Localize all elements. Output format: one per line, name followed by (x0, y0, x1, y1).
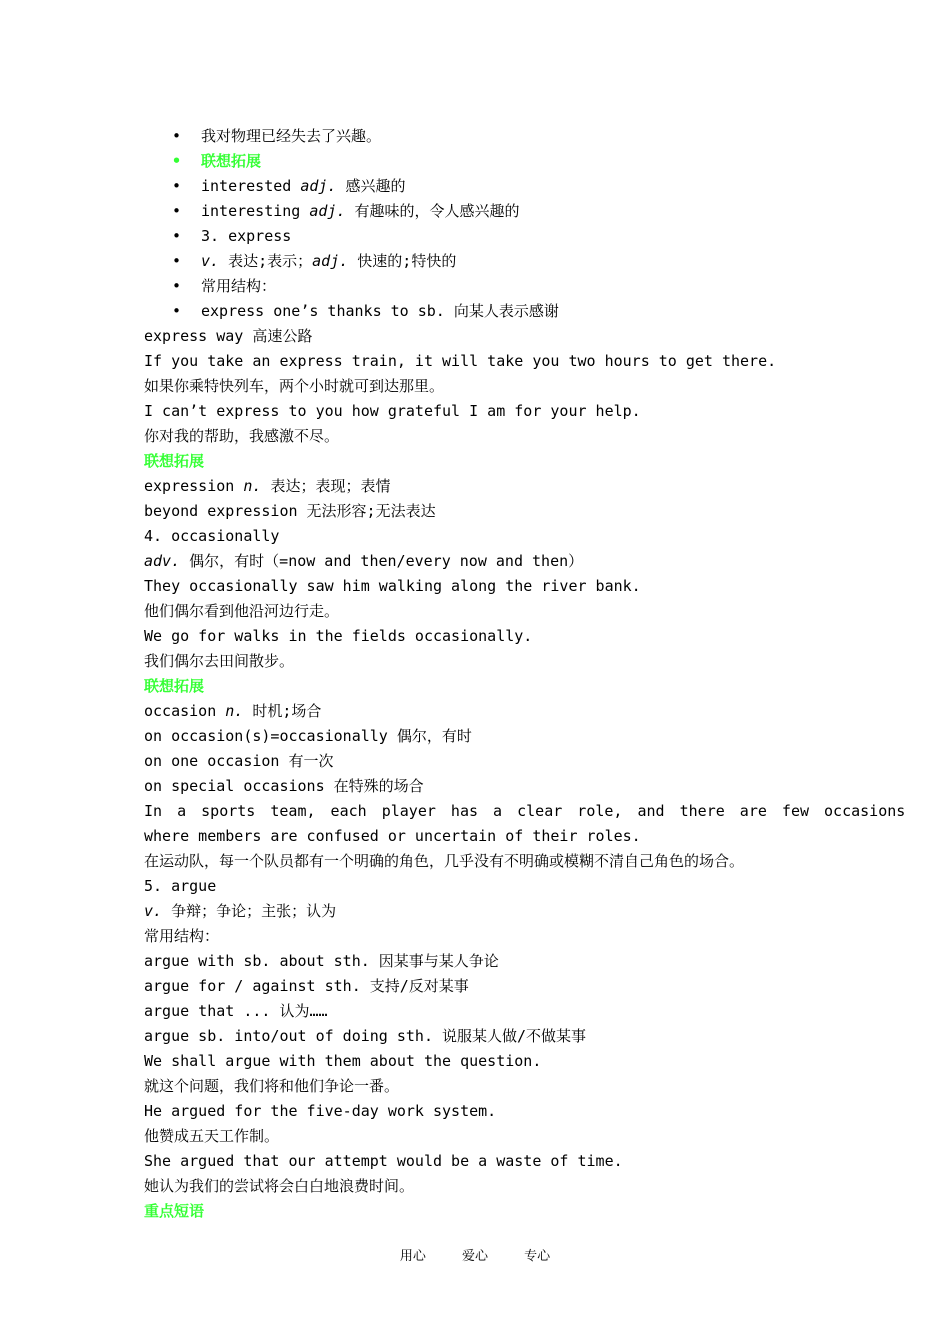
vocab-definition (144, 899, 808, 924)
list-item (144, 174, 808, 199)
example-translation: 就这个问题，我们将和他们争论一番。 (144, 1077, 400, 1095)
footer-item: 爱心 (461, 1249, 488, 1264)
part-of-speech: v. (201, 252, 220, 270)
example-translation: 他们偶尔看到他沿河边行走。 (144, 602, 340, 620)
list-item (144, 274, 808, 299)
list-item-text: 3. express (201, 227, 292, 245)
list-item-text: 常用结构： (201, 277, 277, 295)
list-item (144, 224, 808, 249)
vocab-heading: 5. argue (144, 877, 217, 895)
bullet-icon: • (172, 227, 182, 245)
example-translation: 如果你乘特快列车，两个小时就可到达那里。 (144, 377, 445, 395)
text-line: beyond expression 无法形容;无法表达 (144, 502, 436, 520)
vocab-word: interested (201, 177, 292, 195)
example-sentence: We shall argue with them about the question. (144, 1052, 542, 1070)
section-heading-key-phrases: 重点短语 (144, 1202, 205, 1220)
section-heading-association: 联想拓展 (144, 452, 205, 470)
text-line: argue sb. into/out of doing sth. 说服某人做/不做某事 (144, 1027, 587, 1045)
vocab-meaning: 表达；表现；表情 (270, 477, 391, 495)
example-sentence: She argued that our attempt would be a waste of time. (144, 1152, 623, 1170)
vocab-word: occasion (144, 702, 217, 720)
vocab-meaning: 时机;场合 (252, 702, 322, 720)
footer-item: 专心 (524, 1249, 551, 1264)
vocab-definition (144, 549, 808, 574)
vocab-meaning: 表达;表示； (228, 252, 313, 270)
bullet-icon: • (172, 277, 182, 295)
vocab-word: expression (144, 477, 235, 495)
part-of-speech: adv. (144, 552, 181, 570)
text-line: on special occasions 在特殊的场合 (144, 777, 424, 795)
bullet-icon: • (172, 127, 182, 145)
list-item (144, 299, 808, 324)
list-item (144, 249, 808, 274)
list-item-text: 我对物理已经失去了兴趣。 (201, 127, 382, 145)
part-of-speech: n. (225, 702, 244, 720)
example-sentence: We go for walks in the fields occasionally. (144, 627, 533, 645)
part-of-speech: adj. (300, 177, 337, 195)
example-sentence: I can’t express to you how grateful I am for your help. (144, 402, 641, 420)
example-sentence: He argued for the five-day work system. (144, 1102, 497, 1120)
bullet-icon: • (172, 252, 182, 270)
bullet-icon: • (172, 302, 182, 320)
part-of-speech: adj. (309, 202, 346, 220)
page-footer (0, 1247, 950, 1267)
bullet-icon: • (172, 177, 182, 195)
part-of-speech: n. (243, 477, 262, 495)
text-line: argue with sb. about sth. 因某事与某人争论 (144, 952, 499, 970)
footer-item: 用心 (399, 1249, 426, 1264)
document-content (144, 124, 906, 1224)
vocab-entry (144, 699, 808, 724)
example-sentence: They occasionally saw him walking along the river bank. (144, 577, 641, 595)
vocab-entry (144, 474, 808, 499)
example-sentence: If you take an express train, it will take you two hours to get there. (144, 352, 777, 370)
example-translation: 她认为我们的尝试将会白白地浪费时间。 (144, 1177, 415, 1195)
example-translation: 在运动队，每一个队员都有一个明确的角色，几乎没有不明确或模糊不清自己角色的场合。 (144, 852, 745, 870)
text-line: on occasion(s)=occasionally 偶尔，有时 (144, 727, 472, 745)
example-sentence-continued: where members are confused or uncertain of their roles. (144, 827, 641, 845)
vocab-meaning: 争辩；争论；主张；认为 (171, 902, 337, 920)
text-line: 常用结构： (144, 927, 220, 945)
bullet-icon: • (172, 202, 182, 220)
part-of-speech: v. (144, 902, 163, 920)
part-of-speech: adj. (312, 252, 349, 270)
list-item-text: 联想拓展 (201, 152, 262, 170)
vocab-meaning: 偶尔，有时（=now and then/every now and then） (189, 552, 584, 570)
example-translation: 你对我的帮助，我感激不尽。 (144, 427, 340, 445)
vocab-meaning: 感兴趣的 (345, 177, 406, 195)
section-heading-association: 联想拓展 (144, 677, 205, 695)
list-item-heading-association (144, 149, 808, 174)
vocab-word: interesting (201, 202, 301, 220)
list-item (144, 199, 808, 224)
example-sentence: In a sports team, each player has a clear role, and there are few occasions (144, 802, 906, 820)
example-translation: 他赞成五天工作制。 (144, 1127, 280, 1145)
text-line: argue that ... 认为…… (144, 1002, 328, 1020)
list-item-text: express one’s thanks to sb. 向某人表示感谢 (201, 302, 559, 320)
vocab-meaning: 有趣味的，令人感兴趣的 (354, 202, 520, 220)
text-line: on one occasion 有一次 (144, 752, 334, 770)
list-item (144, 124, 808, 149)
bullet-icon: • (172, 152, 182, 170)
vocab-meaning: 快速的;特快的 (357, 252, 457, 270)
text-line: express way 高速公路 (144, 327, 313, 345)
example-translation: 我们偶尔去田间散步。 (144, 652, 295, 670)
text-line: argue for / against sth. 支持/反对某事 (144, 977, 469, 995)
bullet-list (144, 124, 808, 324)
vocab-heading: 4. occasionally (144, 527, 280, 545)
